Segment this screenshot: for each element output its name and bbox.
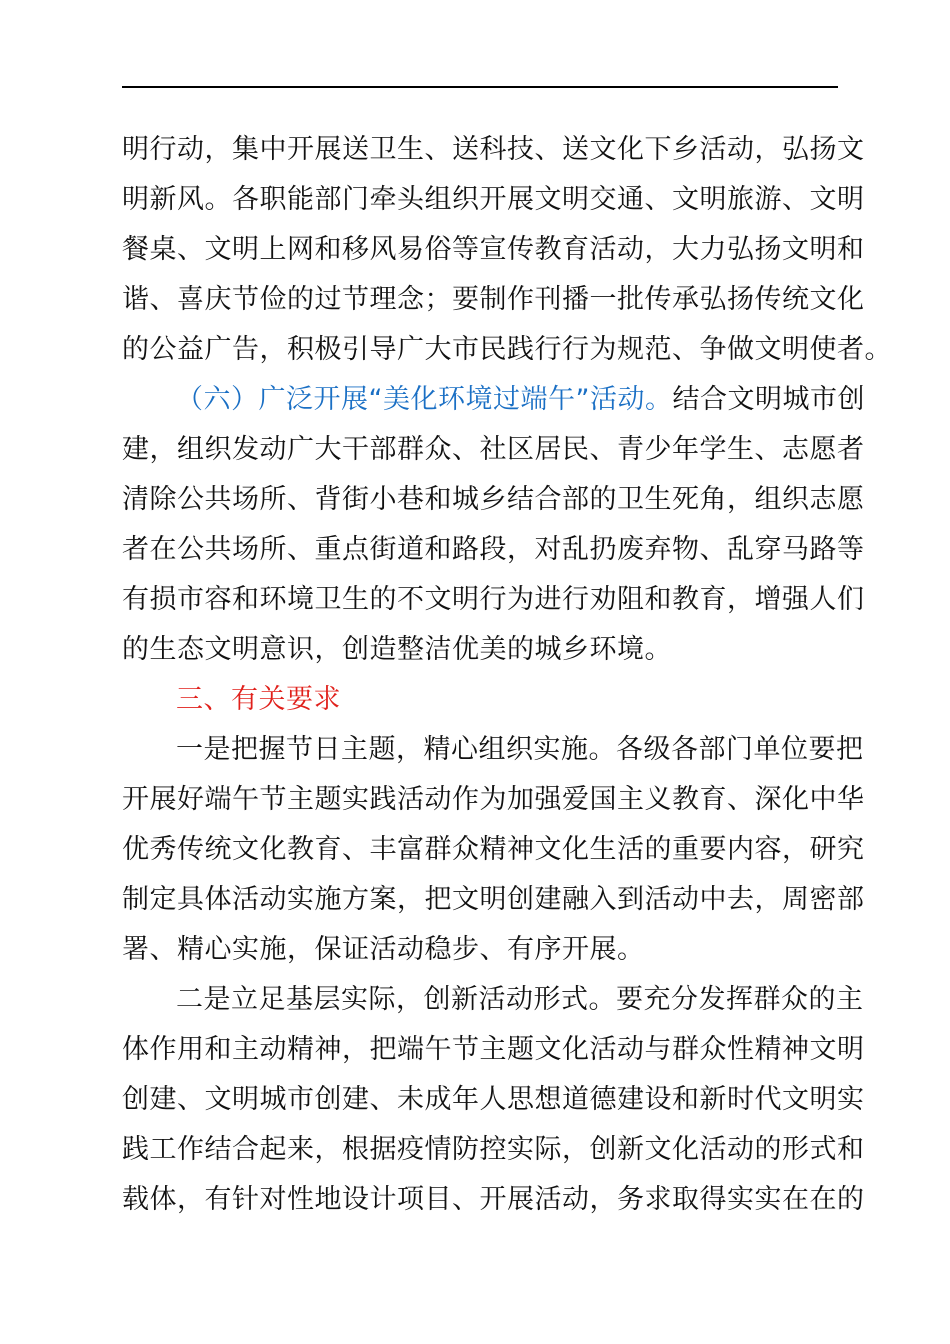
body-line: 谐、喜庆节俭的过节理念；要制作刊播一批传承弘扬传统文化 [122, 284, 865, 315]
body-line: 优秀传统文化教育、丰富群众精神文化生活的重要内容，研究 [122, 834, 865, 865]
body-line: 明新风。各职能部门牵头组织开展文明交通、文明旅游、文明 [122, 184, 865, 215]
body-line: 载体，有针对性地设计项目、开展活动，务求取得实实在在的 [122, 1184, 865, 1215]
body-line: 的公益广告，积极引导广大市民践行行为规范、争做文明使者。 [122, 334, 892, 365]
section-6-heading: （六）广泛开展“美化环境过端午”活动。 [176, 384, 673, 415]
body-line: 开展好端午节主题实践活动作为加强爱国主义教育、深化中华 [122, 784, 865, 815]
body-line: 创建、文明城市创建、未成年人思想道德建设和新时代文明实 [122, 1084, 865, 1115]
body-line: 明行动，集中开展送卫生、送科技、送文化下乡活动，弘扬文 [122, 134, 865, 165]
item-1-first-line: 一是把握节日主题，精心组织实施。各级各部门单位要把 [176, 734, 864, 765]
body-line: 的生态文明意识，创造整洁优美的城乡环境。 [122, 634, 672, 665]
body-line: 体作用和主动精神，把端午节主题文化活动与群众性精神文明 [122, 1034, 865, 1065]
item-2-first-line: 二是立足基层实际，创新活动形式。要充分发挥群众的主 [176, 984, 864, 1015]
section-6-first-line [176, 383, 865, 417]
body-line: 署、精心实施，保证活动稳步、有序开展。 [122, 934, 645, 965]
body-line: 有损市容和环境卫生的不文明行为进行劝阻和教育，增强人们 [122, 584, 865, 615]
body-line: 践工作结合起来，根据疫情防控实际，创新文化活动的形式和 [122, 1134, 865, 1165]
body-line: 者在公共场所、重点街道和路段，对乱扔废弃物、乱穿马路等 [122, 534, 865, 565]
section-6-first-line-text: 结合文明城市创 [672, 384, 865, 415]
body-line: 餐桌、文明上网和移风易俗等宣传教育活动，大力弘扬文明和 [122, 234, 865, 265]
header-rule [122, 86, 838, 88]
section-3-heading: 三、有关要求 [176, 684, 341, 715]
body-line: 建，组织发动广大干部群众、社区居民、青少年学生、志愿者 [122, 434, 865, 465]
body-line: 清除公共场所、背街小巷和城乡结合部的卫生死角，组织志愿 [122, 484, 865, 515]
body-line: 制定具体活动实施方案，把文明创建融入到活动中去，周密部 [122, 884, 865, 915]
